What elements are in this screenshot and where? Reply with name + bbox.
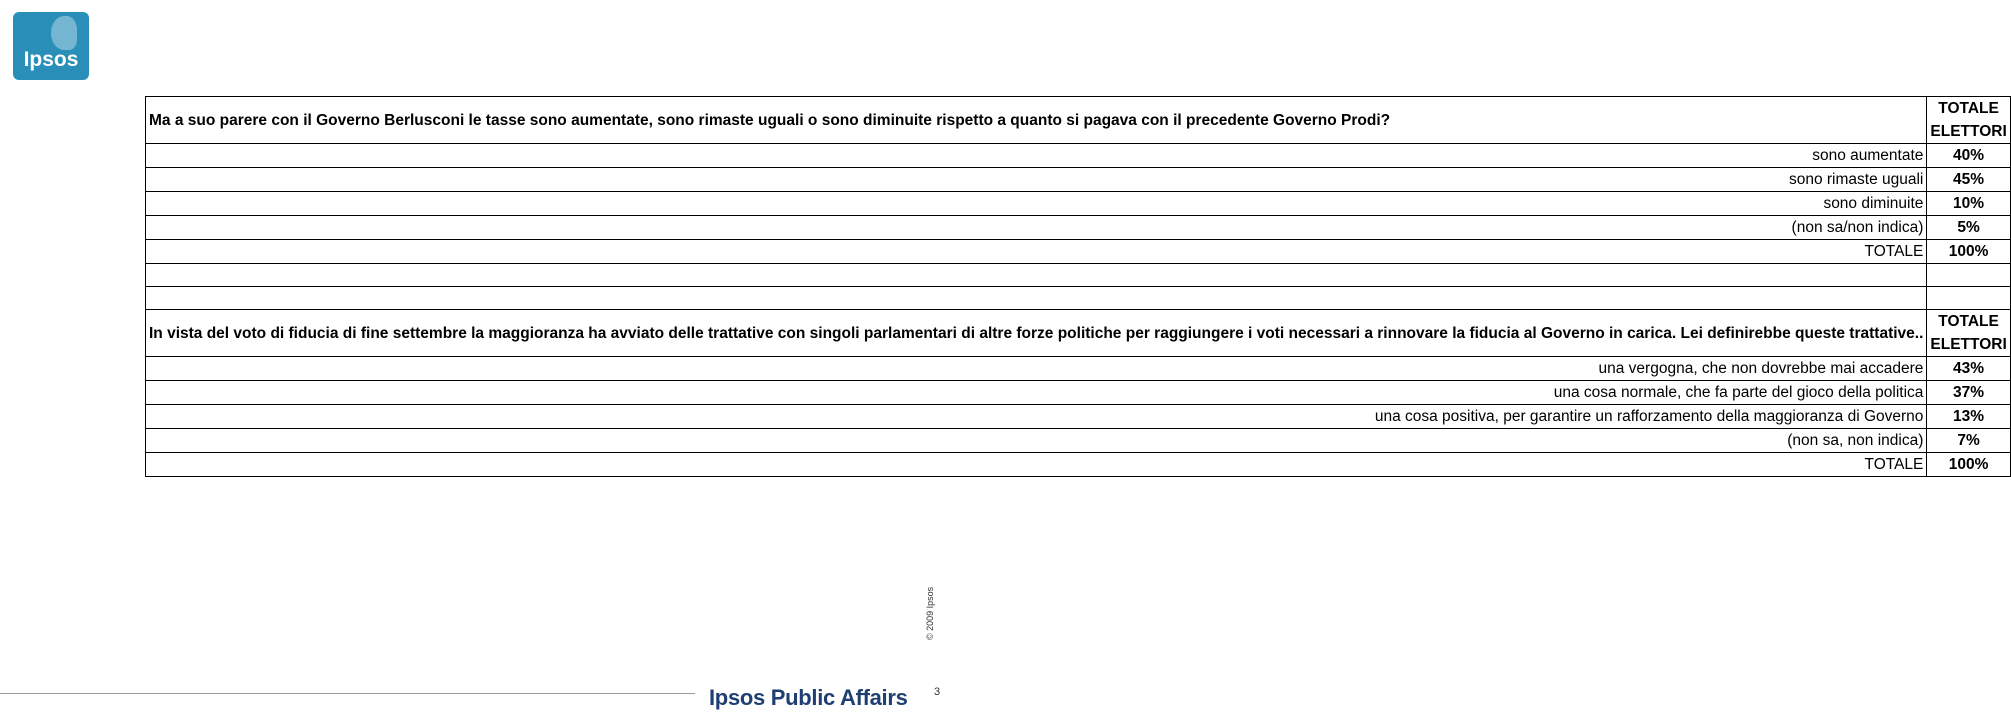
empty-row [146, 264, 2011, 287]
empty-cell [146, 287, 1927, 310]
footer-divider [0, 693, 695, 694]
option-label: una cosa positiva, per garantire un rafforzamento della maggioranza di Governo [146, 405, 1927, 429]
option-label: sono aumentate [146, 144, 1927, 168]
poll-table [145, 96, 2011, 477]
empty-cell [1927, 287, 2010, 310]
option-label: sono rimaste uguali [146, 168, 1927, 192]
copyright-text: © 2009 Ipsos [925, 586, 935, 640]
option-value: 45% [1927, 168, 2010, 192]
header-line1: TOTALE [1938, 100, 1999, 117]
option-value: 5% [1927, 216, 2010, 240]
question2-text: In vista del voto di fiducia di fine settembre la maggioranza ha avviato delle trattative con singoli parlamentari di altre forze politiche per raggiungere i voti necessari a rinnovare la fiducia al Governo in carica. Lei definirebbe queste trattative.. [146, 310, 1927, 357]
option-value: 43% [1927, 357, 2010, 381]
question1-text: Ma a suo parere con il Governo Berlusconi le tasse sono aumentate, sono rimaste uguali o sono diminuite rispetto a quanto si pagava con il precedente Governo Prodi? [146, 97, 1927, 144]
header-line2: ELETTORI [1930, 336, 2007, 353]
table-row [146, 144, 2011, 168]
option-label: (non sa/non indica) [146, 216, 1927, 240]
question1-header [1927, 97, 2010, 144]
table-row [146, 357, 2011, 381]
option-value: 100% [1927, 453, 2010, 477]
table-row [146, 192, 2011, 216]
option-label: una cosa normale, che fa parte del gioco della politica [146, 381, 1927, 405]
option-value: 40% [1927, 144, 2010, 168]
option-label: (non sa, non indica) [146, 429, 1927, 453]
question2-header [1927, 310, 2010, 357]
option-label: TOTALE [146, 453, 1927, 477]
option-label: una vergogna, che non dovrebbe mai accadere [146, 357, 1927, 381]
option-value: 37% [1927, 381, 2010, 405]
question1-row [146, 97, 2011, 144]
empty-row [146, 287, 2011, 310]
total-row [146, 453, 2011, 477]
logo-head-icon [51, 16, 77, 50]
header-line1: TOTALE [1938, 313, 1999, 330]
page-number: 3 [934, 686, 941, 698]
table-row [146, 429, 2011, 453]
ipsos-logo [13, 12, 89, 80]
table-row [146, 168, 2011, 192]
question2-row [146, 310, 2011, 357]
header-line2: ELETTORI [1930, 123, 2007, 140]
option-label: TOTALE [146, 240, 1927, 264]
option-value: 100% [1927, 240, 2010, 264]
brand-name: Ipsos Public Affairs [709, 685, 908, 710]
logo-text: Ipsos [23, 48, 79, 71]
table-row [146, 381, 2011, 405]
option-value: 10% [1927, 192, 2010, 216]
table-row [146, 216, 2011, 240]
option-value: 13% [1927, 405, 2010, 429]
total-row [146, 240, 2011, 264]
option-label: sono diminuite [146, 192, 1927, 216]
option-value: 7% [1927, 429, 2010, 453]
empty-cell [1927, 264, 2010, 287]
table-row [146, 405, 2011, 429]
empty-cell [146, 264, 1927, 287]
